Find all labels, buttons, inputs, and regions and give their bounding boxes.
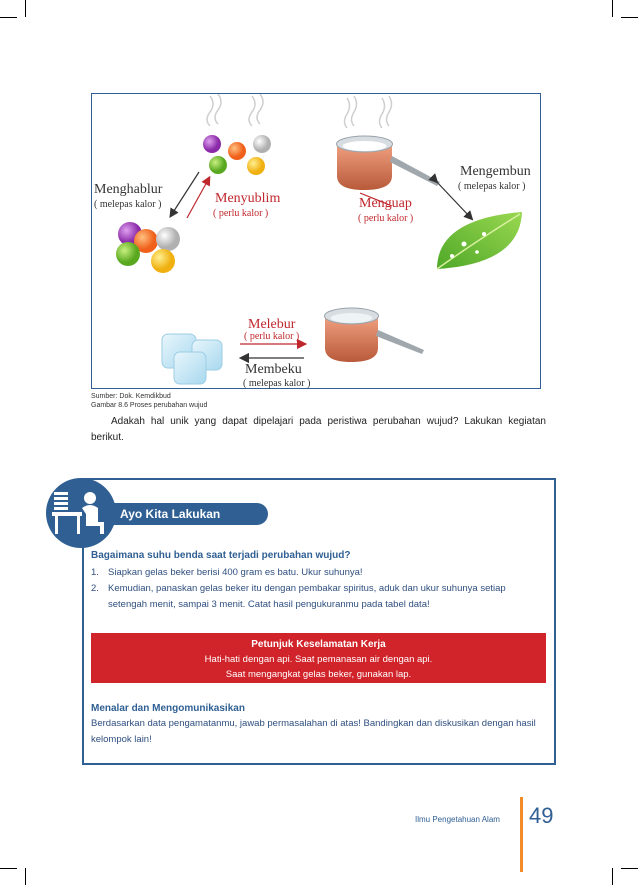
- activity-banner: Ayo Kita Lakukan: [110, 503, 268, 525]
- crop-mark: [612, 0, 613, 17]
- crop-mark: [621, 17, 638, 18]
- crop-mark: [25, 868, 26, 885]
- vapor-wisps-icon: [207, 94, 263, 126]
- safety-line: Hati-hati dengan api. Saat pemanasan air dengan api.: [204, 654, 433, 665]
- reasoning-text: Berdasarkan data pengamatanmu, jawab permasalahan di atas! Bandingkan dan diskusikan dengan hasil kelompok lain!: [91, 718, 536, 745]
- solid-particles-icon: [116, 222, 180, 273]
- label-menyublim: Menyublim: [215, 191, 281, 206]
- crop-mark: [621, 868, 638, 869]
- note-menyublim: ( perlu kalor ): [213, 208, 269, 219]
- crop-mark: [0, 868, 17, 869]
- label-menghablur: Menghablur: [94, 182, 163, 197]
- activity-steps: [91, 565, 547, 613]
- step-number: 1.: [91, 567, 99, 578]
- activity-badge: [46, 478, 116, 548]
- menghablur-arrow: [172, 172, 199, 214]
- safety-title: Petunjuk Keselamatan Kerja: [251, 639, 386, 650]
- note-mengembun: ( melepas kalor ): [458, 181, 526, 192]
- ice-cubes-icon: [162, 334, 222, 384]
- list-item: [91, 565, 547, 581]
- boiling-pan-icon: [337, 136, 441, 190]
- step-number: 2.: [91, 583, 99, 594]
- crop-mark: [612, 868, 613, 885]
- step-text: Siapkan gelas beker berisi 400 gram es batu. Ukur suhunya!: [108, 567, 363, 578]
- figure-title: Gambar 8.6 Proses perubahan wujud: [91, 402, 208, 409]
- list-item: [91, 581, 547, 613]
- reasoning-title: Menalar dan Mengomunikasikan: [91, 703, 245, 714]
- safety-notice: [91, 633, 546, 683]
- label-membeku: Membeku: [245, 362, 302, 377]
- safety-line: Saat mengangkat gelas beker, gunakan lap.: [225, 669, 412, 680]
- note-menguap: ( perlu kalor ): [358, 213, 414, 224]
- label-mengembun: Mengembun: [460, 164, 531, 179]
- step-text: Kemudian, panaskan gelas beker itu dengan pembakar spiritus, aduk dan ukur suhunya setiap setengah menit, sampai 3 menit. Catat hasil pengukuranmu pada tabel data!: [108, 583, 506, 610]
- footer-subject: Ilmu Pengetahuan Alam: [415, 815, 500, 824]
- page-number: 49: [529, 803, 554, 828]
- figure-caption: [91, 392, 207, 410]
- gas-particles-icon: [203, 135, 271, 175]
- note-membeku: ( melepas kalor ): [243, 378, 311, 389]
- note-melebur: ( perlu kalor ): [244, 331, 300, 342]
- phase-change-illustration: [92, 94, 542, 390]
- footer-divider: [520, 797, 523, 872]
- leaf-with-droplets-icon: [437, 212, 522, 269]
- student-at-desk-icon: [46, 478, 116, 548]
- note-menghablur: ( melepas kalor ): [94, 199, 162, 210]
- body-paragraph: Adakah hal unik yang dapat dipelajari pada peristiwa perubahan wujud? Lakukan kegiatan berikut.: [91, 416, 546, 443]
- figure-source: Sumber: Dok. Kemdikbud: [91, 393, 171, 400]
- label-menguap: Menguap: [359, 196, 412, 211]
- water-pan-icon: [325, 308, 425, 362]
- crop-mark: [0, 17, 17, 18]
- crop-mark: [25, 0, 26, 17]
- phase-change-figure: [91, 93, 541, 389]
- label-melebur: Melebur: [248, 317, 296, 332]
- activity-question: Bagaimana suhu benda saat terjadi perubahan wujud?: [91, 550, 351, 561]
- steam-icon: [345, 96, 392, 128]
